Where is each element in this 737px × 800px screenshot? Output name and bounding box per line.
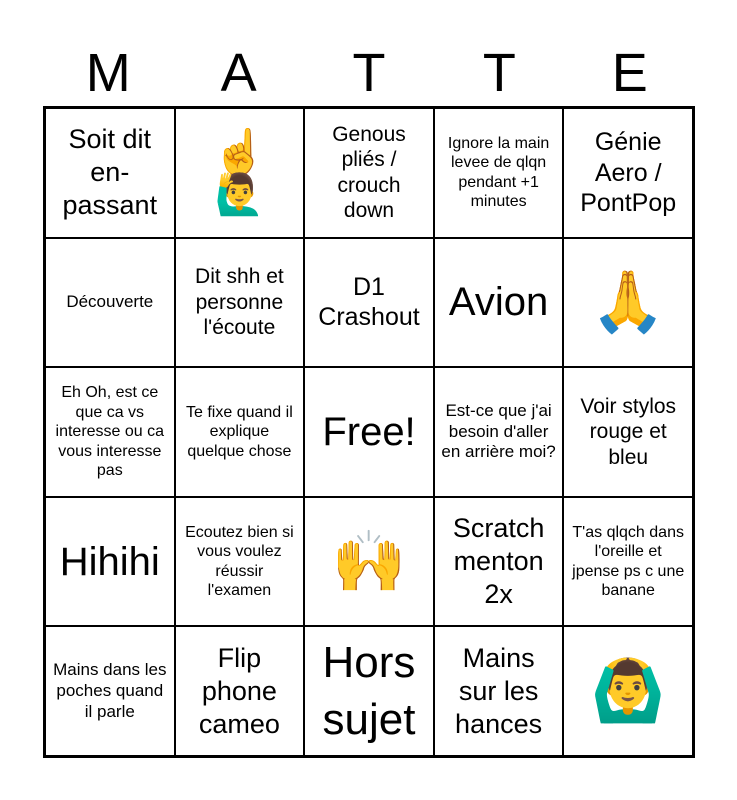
header-letter-t1: T [352, 43, 386, 103]
folded-hands-icon: 🙏 [590, 268, 666, 336]
header-letter-t2: T [482, 43, 516, 103]
raising-hands-icon: 🙌 [331, 527, 407, 595]
index-pointing-up-icon: ☝️ [211, 127, 267, 177]
bingo-cell-r2c4[interactable] [434, 238, 564, 368]
bingo-cell-r4c1[interactable] [45, 497, 175, 627]
bingo-cell-r2c2[interactable] [175, 238, 305, 368]
bingo-cell-r1c3[interactable] [304, 108, 434, 238]
bingo-cell-r2c1[interactable] [45, 238, 175, 368]
raised-finger-and-man-raising-hand-icon [211, 127, 267, 217]
cell-text: Soit dit en-passant [62, 124, 158, 221]
bingo-cell-r5c3[interactable] [304, 626, 434, 756]
bingo-cell-r1c2[interactable] [175, 108, 305, 238]
cell-text: Est-ce que j'ai besoin d'aller en arrière moi? [441, 400, 556, 462]
cell-text: Hors sujet [322, 638, 416, 745]
bingo-cell-r4c4[interactable] [434, 497, 564, 627]
bingo-cell-r2c5[interactable] [563, 238, 693, 368]
cell-text: Ignore la main levee de qlqn pendant +1 minutes [447, 134, 550, 211]
bingo-cell-r3c5[interactable] [563, 367, 693, 497]
bingo-cell-r3c4[interactable] [434, 367, 564, 497]
cell-text: D1 Crashout [318, 272, 420, 332]
bingo-board [43, 106, 695, 758]
cell-text: Eh Oh, est ce que ca vs interesse ou ca vous interesse pas [55, 384, 165, 480]
cell-text: Ecoutez bien si vous voulez réussir l'examen [185, 523, 294, 600]
bingo-cell-r3c2[interactable] [175, 367, 305, 497]
man-gesturing-ok-icon: 🙆‍♂️ [590, 657, 666, 725]
bingo-cell-r4c2[interactable] [175, 497, 305, 627]
cell-text: Scratch menton 2x [452, 513, 545, 610]
cell-text: Flip phone cameo [198, 642, 280, 739]
cell-text: Dit shh et personne l'écoute [195, 264, 284, 340]
cell-text: Genous pliés / crouch down [332, 122, 406, 223]
bingo-cell-r5c5[interactable] [563, 626, 693, 756]
bingo-cell-r1c5[interactable] [563, 108, 693, 238]
cell-text: Mains dans les poches quand il parle [53, 660, 167, 721]
cell-text: Voir stylos rouge et bleu [580, 394, 677, 469]
bingo-cell-r3c3-free[interactable] [304, 367, 434, 497]
cell-text: Mains sur les hances [455, 642, 543, 739]
cell-text: Génie Aero / PontPop [580, 128, 677, 218]
cell-text: Te fixe quand il explique quelque chose [186, 403, 293, 460]
bingo-cell-r4c3[interactable] [304, 497, 434, 627]
man-raising-hand-icon: 🙋‍♂️ [214, 172, 265, 217]
bingo-cell-r1c1[interactable] [45, 108, 175, 238]
cell-text: Avion [448, 280, 549, 325]
bingo-cell-r1c4[interactable] [434, 108, 564, 238]
bingo-cell-r5c4[interactable] [434, 626, 564, 756]
header-letter-a: A [220, 43, 257, 103]
free-space-text: Free! [322, 409, 416, 454]
bingo-cell-r5c2[interactable] [175, 626, 305, 756]
bingo-cell-r4c5[interactable] [563, 497, 693, 627]
cell-text: Hihihi [59, 539, 160, 584]
cell-text: T'as qlqch dans l'oreille et jpense ps c une banane [572, 523, 685, 600]
bingo-header [43, 40, 695, 106]
bingo-cell-r2c3[interactable] [304, 238, 434, 368]
header-letter-m: M [85, 43, 131, 103]
header-letter-e: E [611, 43, 648, 103]
bingo-cell-r3c1[interactable] [45, 367, 175, 497]
bingo-cell-r5c1[interactable] [45, 626, 175, 756]
cell-text: Découverte [66, 292, 154, 312]
